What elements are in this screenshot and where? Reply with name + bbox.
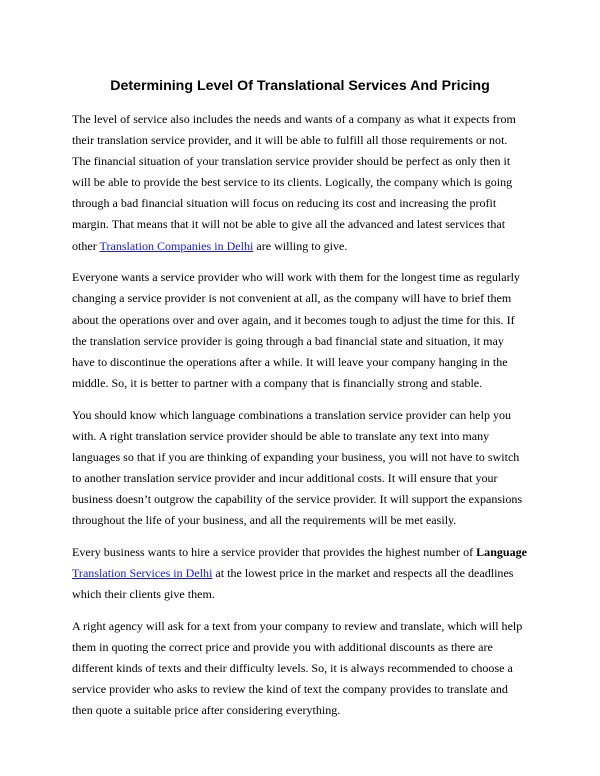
- translation-services-link[interactable]: Translation Services in Delhi: [72, 565, 213, 580]
- paragraph-text: Every business wants to hire a service provider that provides the highest number of: [72, 544, 477, 559]
- paragraph-long-term-provider: [72, 267, 528, 394]
- paragraph-text: Everyone wants a service provider who will work with them for the longest time as regularly changing a service provider is not convenient at all, as the company will have to brief them about the operations over and over again, and it becomes tough to adjust the time for this. If the translation service provider is going through a bad financial state and situation, it may have to discontinue the operations after a while. It will leave your company hanging in the middle. So, it is better to partner with a company that is financially strong and stable.: [72, 270, 520, 390]
- paragraph-text: A right agency will ask for a text from your company to review and translate, which will help them in quoting the correct price and provide you with additional discounts as there are different kinds of texts and their difficulty levels. So, it is always recommended to choose a service provider who asks to review the kind of text the company provides to translate and then quote a suitable price after considering everything.: [72, 618, 523, 718]
- paragraph-text: The level of service also includes the needs and wants of a company as what it expects from their translation service provider, and it will be able to fulfill all those requirements or not. The financial situation of your translation service provider should be perfect as only then it will be able to provide the best service to its clients. Logically, the company which is going through a bad financial situation will focus on reducing its cost and increasing the profit margin. That means that it will not be able to give all the advanced and latest services that other: [72, 112, 516, 253]
- paragraph-pricing: [72, 542, 528, 605]
- paragraph-review-text: [72, 616, 528, 721]
- paragraph-service-level: [72, 109, 528, 257]
- paragraph-text: You should know which language combinations a translation service provider can help you with. A right translation service provider should be able to translate any text into many languages so that if you are thinking of expanding your business, you will not have to switch to another translation service provider and incur additional costs. It will ensure that your business doesn’t outgrow the capability of the service provider. It will support the expansions throughout the life of your business, and all the requirements will be met easily.: [72, 407, 523, 528]
- document-title: Determining Level Of Translational Services And Pricing: [110, 78, 490, 94]
- translation-companies-link[interactable]: Translation Companies in Delhi: [99, 238, 254, 253]
- paragraph-text: are willing to give.: [253, 238, 348, 253]
- paragraph-language-combinations: [72, 405, 528, 532]
- document-body: [72, 109, 528, 732]
- bold-keyword: Language: [476, 544, 528, 559]
- paragraph-text: at the lowest price in the market and respects all the deadlines which their clients give them.: [72, 565, 514, 602]
